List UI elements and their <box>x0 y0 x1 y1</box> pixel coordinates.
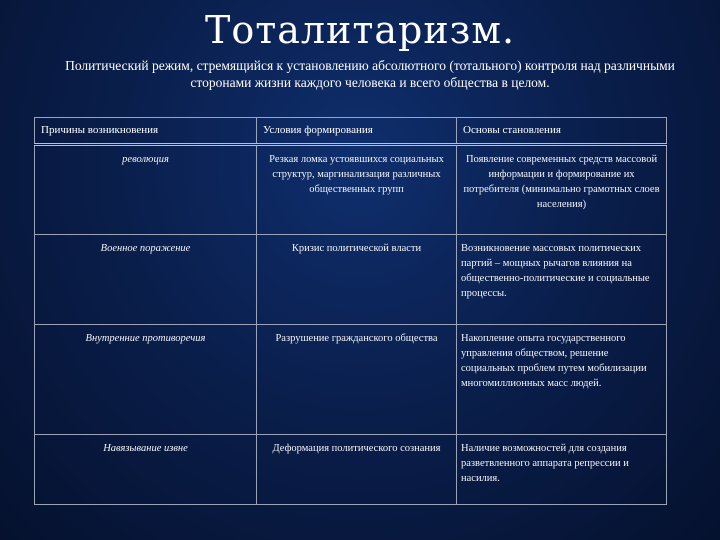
header-causes: Причины возникновения <box>35 118 257 145</box>
slide-title: Тоталитаризм. <box>204 8 516 52</box>
condition-cell: Резкая ломка устоявшихся социальных структур, маргинализация различных общественных групп <box>257 145 457 235</box>
table-row <box>35 145 667 235</box>
table-row <box>35 325 667 435</box>
header-foundations: Основы становления <box>457 118 667 145</box>
header-conditions: Условия формирования <box>257 118 457 145</box>
table-row <box>35 235 667 325</box>
table-row <box>35 435 667 505</box>
slide-subtitle: Политический режим, стремящийся к установлению абсолютного (тотального) контроля над различными сторонами жизни каждого человека и всего общества в целом. <box>65 58 675 90</box>
cause-cell: Навязывание извне <box>35 435 257 505</box>
totalitarianism-table <box>34 117 667 505</box>
table-header-row <box>35 118 667 145</box>
cause-cell: Военное поражение <box>35 235 257 325</box>
cause-cell: революция <box>35 145 257 235</box>
basis-cell: Появление современных средств массовой информации и формирование их потребителя (минимально грамотных слоев населения) <box>457 145 667 235</box>
cause-cell: Внутренние противоречия <box>35 325 257 435</box>
condition-cell: Кризис политической власти <box>257 235 457 325</box>
condition-cell: Деформация политического сознания <box>257 435 457 505</box>
basis-cell: Накопление опыта государственного управления обществом, решение социальных проблем путем мобилизации многомиллионных масс людей. <box>457 325 667 435</box>
basis-cell: Наличие возможностей для создания разветвленного аппарата репрессии и насилия. <box>457 435 667 505</box>
condition-cell: Разрушение гражданского общества <box>257 325 457 435</box>
basis-cell: Возникновение массовых политических партий – мощных рычагов влияния на общественно-политические и социальные процессы. <box>457 235 667 325</box>
